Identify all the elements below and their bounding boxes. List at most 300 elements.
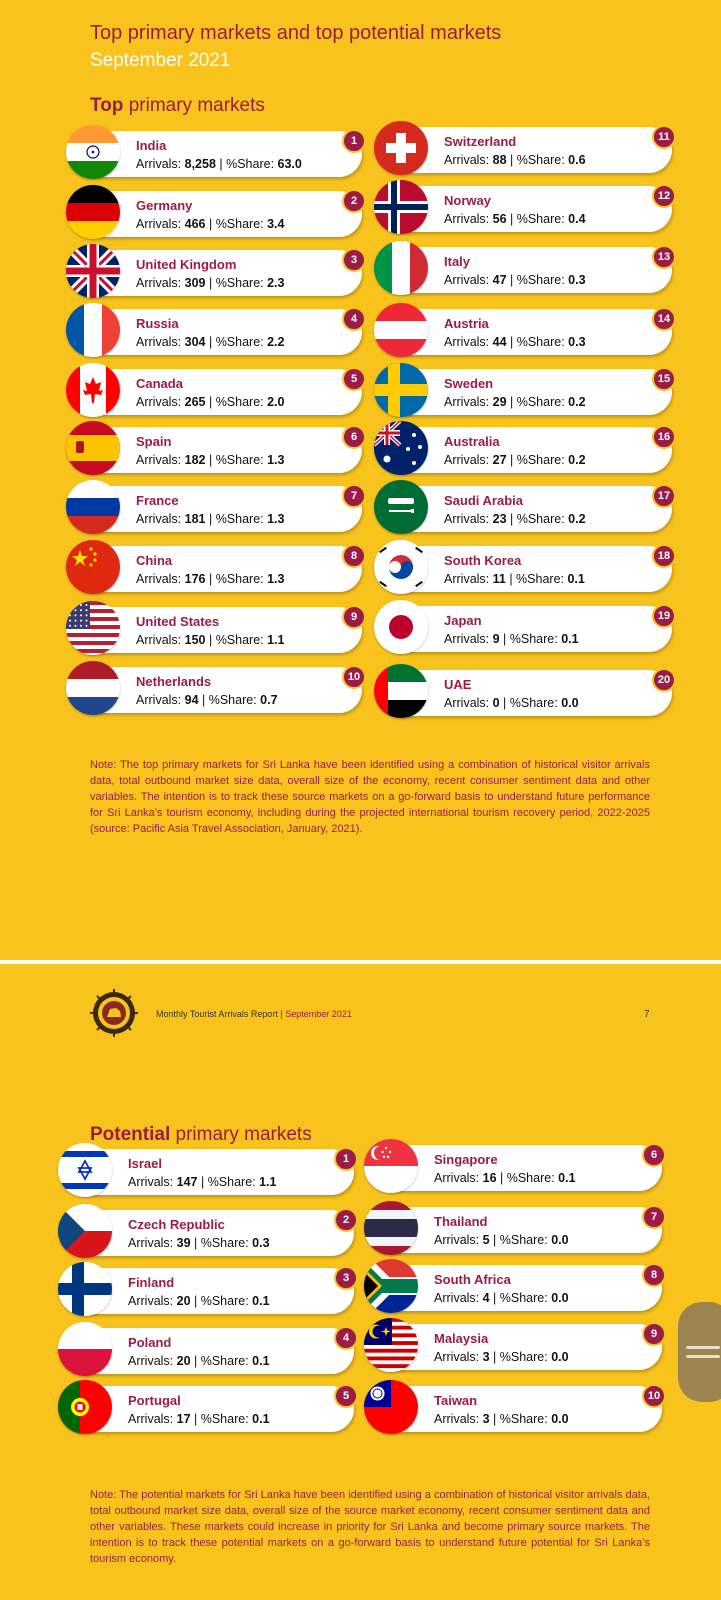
sweden-flag-icon: [374, 363, 428, 417]
country-name: Germany: [136, 198, 193, 213]
potential-card-singapore: [368, 1145, 662, 1191]
country-name: Portugal: [128, 1393, 181, 1408]
country-name: Sweden: [444, 376, 494, 391]
arrivals-value: 47: [492, 273, 507, 287]
arrivals-label: Arrivals:: [444, 512, 493, 526]
top-card-south-korea: [378, 546, 672, 592]
arrivals-share-stats: [444, 453, 586, 467]
austria-flag-icon: [374, 303, 428, 357]
arrivals-share-stats: [136, 572, 285, 586]
share-label: %Share:: [215, 633, 268, 647]
south-africa-flag-icon: [364, 1259, 418, 1313]
singapore-flag-icon: [364, 1139, 418, 1193]
rank-badge: 2: [342, 189, 366, 213]
top-card-switzerland: [378, 127, 672, 173]
rank-badge: 4: [334, 1326, 358, 1350]
top-card-austria: [378, 309, 672, 355]
top-card-saudi-arabia: [378, 486, 672, 532]
potential-card-israel: [62, 1149, 354, 1195]
arrivals-label: Arrivals:: [128, 1412, 177, 1426]
share-value: 63.0: [277, 157, 302, 171]
stats-separator: |: [489, 1291, 500, 1305]
stats-separator: |: [205, 276, 216, 290]
stats-separator: |: [215, 157, 227, 171]
stats-separator: |: [205, 512, 216, 526]
rank-badge: 3: [342, 248, 366, 272]
potential-card-south-africa: [368, 1265, 662, 1311]
rank-badge: 10: [342, 665, 366, 689]
arrivals-value: 29: [492, 395, 507, 409]
share-label: %Share:: [215, 572, 268, 586]
share-value: 2.3: [267, 276, 285, 290]
uk-flag-icon: [66, 244, 120, 298]
potential-markets-heading: [90, 1124, 312, 1146]
rank-badge: 20: [652, 668, 676, 692]
page-title: Top primary markets and top potential markets: [90, 22, 502, 44]
top-markets-note: Note: The top primary markets for Sri Lanka have been identified using a combination of historical visitor arrivals data, total outbound market size data, overall size of the economy, recent consumer sentiment data and other variables. The intention is to track these source markets on a go-forward basis to understand future performance for Sri Lanka’s tourism economy, including during the projected international tourism recovery period, 2022-2025 (source: Pacific Asia Travel Association, January, 2021).: [90, 759, 650, 835]
saudi-arabia-flag-icon: [374, 480, 428, 534]
share-label: %Share:: [499, 1233, 552, 1247]
stats-separator: |: [198, 693, 209, 707]
netherlands-flag-icon: [66, 661, 120, 715]
arrivals-share-stats: [434, 1350, 569, 1364]
stats-separator: |: [190, 1412, 201, 1426]
south-korea-flag-icon: [374, 540, 428, 594]
france-style-flag-icon: [66, 303, 120, 357]
rank-badge: 3: [334, 1266, 358, 1290]
rank-badge: 1: [342, 129, 366, 153]
potential-card-finland: [62, 1268, 354, 1314]
share-label: %Share:: [200, 1354, 253, 1368]
arrivals-value: 17: [176, 1412, 191, 1426]
stats-separator: |: [205, 395, 216, 409]
rank-badge: 10: [642, 1384, 666, 1408]
potential-markets-heading-rest: primary markets: [170, 1124, 312, 1145]
country-name: Czech Republic: [128, 1217, 225, 1232]
stats-separator: |: [506, 453, 517, 467]
potential-card-poland: [62, 1328, 354, 1374]
canada-flag-icon: [66, 363, 120, 417]
share-value: 1.3: [267, 453, 285, 467]
potential-markets-note: Note: The potential markets for Sri Lanka have been identified using a combination of historical visitor arrivals data, total outbound market size data, overall size of the source market economy, recent consumer sentiment data and other variables. These markets could increase in priority for Sri Lanka and become primary source markets. The intention is to track these potential markets on a go-forward basis to understand future potential for Sri Lanka’s tourism economy.: [90, 1489, 650, 1565]
arrivals-value: 309: [184, 276, 206, 290]
share-label: %Share:: [215, 395, 268, 409]
rank-badge: 14: [652, 307, 676, 331]
share-label: %Share:: [200, 1294, 253, 1308]
top-card-united-states: [70, 607, 362, 653]
stats-separator: |: [505, 572, 517, 586]
rank-badge: 4: [342, 307, 366, 331]
arrivals-value: 20: [176, 1294, 191, 1308]
stats-separator: |: [205, 217, 216, 231]
norway-flag-icon: [374, 180, 428, 234]
top-card-italy: [378, 247, 672, 293]
arrivals-share-stats: [434, 1412, 569, 1426]
arrivals-value: 9: [492, 632, 500, 646]
share-label: %Share:: [215, 512, 268, 526]
arrivals-share-stats: [136, 512, 285, 526]
emblem-logo: [90, 989, 138, 1037]
rank-badge: 18: [652, 544, 676, 568]
share-value: 0.1: [567, 572, 585, 586]
rank-badge: 19: [652, 604, 676, 628]
arrivals-label: Arrivals:: [136, 693, 185, 707]
stats-separator: |: [506, 395, 517, 409]
arrivals-share-stats: [434, 1171, 576, 1185]
share-value: 0.2: [568, 453, 586, 467]
page-subtitle: September 2021: [90, 50, 231, 71]
arrivals-value: 3: [482, 1350, 490, 1364]
arrivals-value: 11: [492, 572, 506, 586]
thailand-flag-icon: [364, 1201, 418, 1255]
rank-badge: 8: [342, 544, 366, 568]
arrivals-value: 304: [184, 335, 206, 349]
arrivals-label: Arrivals:: [136, 157, 185, 171]
country-name: United Kingdom: [136, 257, 237, 272]
top-card-sweden: [378, 369, 672, 415]
country-name: Norway: [444, 193, 491, 208]
arrivals-label: Arrivals:: [434, 1291, 483, 1305]
rank-badge: 7: [342, 484, 366, 508]
india-flag-icon: [66, 125, 120, 179]
country-name: South Korea: [444, 553, 522, 568]
share-value: 2.2: [267, 335, 285, 349]
stats-separator: |: [197, 1175, 208, 1189]
share-label: %Share:: [208, 693, 261, 707]
country-name: India: [136, 138, 167, 153]
arrivals-label: Arrivals:: [444, 153, 493, 167]
russia-style-flag-icon: [66, 480, 120, 534]
italy-flag-icon: [374, 241, 428, 295]
share-value: 0.2: [568, 512, 586, 526]
poland-flag-icon: [58, 1322, 112, 1376]
rank-badge: 6: [342, 425, 366, 449]
country-name: Malaysia: [434, 1331, 489, 1346]
share-value: 0.0: [551, 1291, 569, 1305]
country-name: Thailand: [434, 1214, 488, 1229]
stats-separator: |: [489, 1350, 500, 1364]
rank-badge: 5: [342, 367, 366, 391]
share-value: 1.3: [267, 572, 285, 586]
arrivals-share-stats: [444, 153, 586, 167]
share-value: 0.0: [551, 1350, 569, 1364]
germany-flag-icon: [66, 185, 120, 239]
share-value: 0.4: [568, 212, 586, 226]
top-markets-heading-bold: Top: [90, 95, 124, 116]
country-name: Russia: [136, 316, 179, 331]
stats-separator: |: [489, 1233, 500, 1247]
top-card-russia: [70, 309, 362, 355]
share-value: 0.3: [568, 335, 586, 349]
country-name: Netherlands: [136, 674, 212, 689]
arrivals-share-stats: [444, 212, 586, 226]
potential-card-malaysia: [368, 1324, 662, 1370]
arrivals-label: Arrivals:: [444, 453, 493, 467]
share-value: 0.1: [252, 1412, 270, 1426]
country-name: Canada: [136, 376, 183, 391]
stats-separator: |: [506, 212, 517, 226]
share-value: 3.4: [267, 217, 285, 231]
share-label: %Share:: [215, 453, 268, 467]
arrivals-share-stats: [434, 1291, 569, 1305]
arrivals-label: Arrivals:: [444, 273, 493, 287]
china-flag-icon: [66, 540, 120, 594]
share-value: 1.1: [259, 1175, 277, 1189]
share-label: %Share:: [516, 335, 569, 349]
top-card-netherlands: [70, 667, 362, 713]
stats-separator: |: [205, 335, 216, 349]
arrivals-share-stats: [136, 335, 285, 349]
uae-flag-icon: [374, 664, 428, 718]
arrivals-label: Arrivals:: [444, 572, 493, 586]
arrivals-value: 20: [176, 1354, 191, 1368]
scroll-handle-bar-icon: [686, 1346, 720, 1349]
share-label: %Share:: [516, 395, 569, 409]
stats-separator: |: [205, 633, 216, 647]
share-label: %Share:: [215, 276, 268, 290]
arrivals-label: Arrivals:: [128, 1354, 177, 1368]
arrivals-value: 94: [184, 693, 199, 707]
share-label: %Share:: [200, 1412, 253, 1426]
country-name: Finland: [128, 1275, 175, 1290]
top-markets-heading-rest: primary markets: [123, 95, 265, 116]
top-card-uae: [378, 670, 672, 716]
arrivals-value: 4: [482, 1291, 490, 1305]
share-label: %Share:: [516, 273, 569, 287]
rank-badge: 16: [652, 425, 676, 449]
share-label: %Share:: [499, 1412, 552, 1426]
rank-badge: 12: [652, 184, 676, 208]
portugal-flag-icon: [58, 1380, 112, 1434]
share-label: %Share:: [215, 217, 268, 231]
top-card-spain: [70, 427, 362, 473]
top-card-canada: [70, 369, 362, 415]
share-label: %Share:: [516, 212, 569, 226]
australia-flag-icon: [374, 421, 428, 475]
top-card-china: [70, 546, 362, 592]
arrivals-label: Arrivals:: [128, 1236, 177, 1250]
country-name: China: [136, 553, 173, 568]
rank-badge: 15: [652, 367, 676, 391]
taiwan-flag-icon: [364, 1380, 418, 1434]
share-value: 0.1: [252, 1354, 270, 1368]
arrivals-share-stats: [136, 453, 285, 467]
arrivals-share-stats: [444, 696, 579, 710]
arrivals-value: 0: [492, 696, 500, 710]
rank-badge: 9: [642, 1322, 666, 1346]
share-value: 0.3: [568, 273, 586, 287]
arrivals-value: 39: [176, 1236, 191, 1250]
share-label: %Share:: [516, 153, 569, 167]
country-name: South Africa: [434, 1272, 511, 1287]
rank-badge: 6: [642, 1143, 666, 1167]
arrivals-label: Arrivals:: [136, 217, 185, 231]
arrivals-label: Arrivals:: [128, 1294, 177, 1308]
arrivals-share-stats: [444, 512, 586, 526]
share-value: 0.2: [568, 395, 586, 409]
arrivals-label: Arrivals:: [136, 276, 185, 290]
share-value: 0.1: [558, 1171, 576, 1185]
arrivals-share-stats: [444, 572, 585, 586]
arrivals-share-stats: [434, 1233, 569, 1247]
arrivals-label: Arrivals:: [136, 512, 185, 526]
country-name: Australia: [444, 434, 500, 449]
share-value: 2.0: [267, 395, 285, 409]
arrivals-value: 150: [184, 633, 206, 647]
country-name: Poland: [128, 1335, 172, 1350]
share-value: 0.3: [252, 1236, 270, 1250]
arrivals-share-stats: [128, 1412, 270, 1426]
stats-separator: |: [489, 1412, 500, 1426]
arrivals-label: Arrivals:: [444, 212, 493, 226]
arrivals-value: 23: [492, 512, 507, 526]
country-name: Japan: [444, 613, 482, 628]
arrivals-value: 16: [482, 1171, 497, 1185]
rank-badge: 13: [652, 245, 676, 269]
scroll-handle-bar-icon: [686, 1355, 720, 1358]
arrivals-share-stats: [128, 1175, 277, 1189]
arrivals-label: Arrivals:: [444, 395, 493, 409]
rank-badge: 11: [652, 125, 676, 149]
top-card-france: [70, 486, 362, 532]
arrivals-label: Arrivals:: [434, 1233, 483, 1247]
stats-separator: |: [506, 512, 517, 526]
top-card-india: [70, 131, 362, 177]
arrivals-label: Arrivals:: [444, 335, 493, 349]
arrivals-share-stats: [444, 395, 586, 409]
country-name: Switzerland: [444, 134, 517, 149]
share-label: %Share:: [499, 1350, 552, 1364]
arrivals-label: Arrivals:: [128, 1175, 177, 1189]
top-card-norway: [378, 186, 672, 232]
share-label: %Share:: [516, 512, 569, 526]
japan-flag-icon: [374, 600, 428, 654]
arrivals-label: Arrivals:: [434, 1412, 483, 1426]
arrivals-share-stats: [136, 633, 285, 647]
arrivals-value: 147: [176, 1175, 198, 1189]
arrivals-share-stats: [444, 335, 586, 349]
potential-card-taiwan: [368, 1386, 662, 1432]
share-label: %Share:: [506, 1171, 559, 1185]
arrivals-value: 27: [492, 453, 507, 467]
share-label: %Share:: [516, 453, 569, 467]
country-name: United States: [136, 614, 220, 629]
arrivals-label: Arrivals:: [444, 632, 493, 646]
arrivals-value: 56: [492, 212, 507, 226]
share-label: %Share:: [509, 696, 562, 710]
arrivals-value: 176: [184, 572, 206, 586]
page-divider: [0, 960, 721, 964]
arrivals-label: Arrivals:: [434, 1350, 483, 1364]
stats-separator: |: [190, 1294, 201, 1308]
stats-separator: |: [506, 153, 517, 167]
footer-report-month: September 2021: [285, 1009, 352, 1019]
top-card-japan: [378, 606, 672, 652]
arrivals-label: Arrivals:: [136, 395, 185, 409]
arrivals-value: 88: [492, 153, 507, 167]
arrivals-label: Arrivals:: [136, 453, 185, 467]
share-label: %Share:: [215, 335, 268, 349]
israel-flag-icon: [58, 1143, 112, 1197]
arrivals-value: 466: [184, 217, 206, 231]
share-value: 0.0: [551, 1233, 569, 1247]
rank-badge: 17: [652, 484, 676, 508]
rank-badge: 8: [642, 1263, 666, 1287]
share-value: 0.7: [260, 693, 278, 707]
arrivals-share-stats: [136, 217, 285, 231]
stats-separator: |: [190, 1354, 201, 1368]
switzerland-flag-icon: [374, 121, 428, 175]
share-label: %Share:: [226, 157, 278, 171]
potential-card-thailand: [368, 1207, 662, 1253]
country-name: Israel: [128, 1156, 162, 1171]
arrivals-share-stats: [136, 157, 302, 171]
rank-badge: 7: [642, 1205, 666, 1229]
share-label: %Share:: [509, 632, 562, 646]
arrivals-share-stats: [444, 632, 579, 646]
stats-separator: |: [506, 335, 517, 349]
share-value: 0.0: [551, 1412, 569, 1426]
top-markets-heading: [90, 95, 265, 117]
country-name: Singapore: [434, 1152, 498, 1167]
stats-separator: |: [190, 1236, 201, 1250]
potential-markets-heading-bold: Potential: [90, 1124, 171, 1145]
usa-flag-icon: [66, 601, 120, 655]
arrivals-label: Arrivals:: [136, 335, 185, 349]
share-value: 0.1: [561, 632, 579, 646]
country-name: UAE: [444, 677, 472, 692]
arrivals-share-stats: [136, 693, 278, 707]
country-name: France: [136, 493, 179, 508]
share-value: 1.1: [267, 633, 285, 647]
arrivals-value: 265: [184, 395, 206, 409]
arrivals-value: 44: [492, 335, 507, 349]
potential-card-portugal: [62, 1386, 354, 1432]
share-value: 0.1: [252, 1294, 270, 1308]
arrivals-value: 5: [482, 1233, 490, 1247]
country-name: Austria: [444, 316, 489, 331]
scroll-handle[interactable]: [678, 1302, 721, 1402]
rank-badge: 2: [334, 1208, 358, 1232]
arrivals-value: 3: [482, 1412, 490, 1426]
arrivals-label: Arrivals:: [434, 1171, 483, 1185]
arrivals-value: 8,258: [184, 157, 216, 171]
stats-separator: |: [496, 1171, 507, 1185]
arrivals-share-stats: [444, 273, 586, 287]
rank-badge: 9: [342, 605, 366, 629]
potential-card-czech-republic: [62, 1210, 354, 1256]
arrivals-label: Arrivals:: [136, 572, 185, 586]
czech-flag-icon: [58, 1204, 112, 1258]
stats-separator: |: [205, 453, 216, 467]
stats-separator: |: [205, 572, 216, 586]
spain-flag-icon: [66, 421, 120, 475]
stats-separator: |: [506, 273, 517, 287]
top-card-united-kingdom: [70, 250, 362, 296]
country-name: Spain: [136, 434, 172, 449]
top-card-australia: [378, 427, 672, 473]
arrivals-value: 182: [184, 453, 206, 467]
share-value: 0.6: [568, 153, 586, 167]
footer-report-label: Monthly Tourist Arrivals Report |: [156, 1009, 286, 1019]
arrivals-share-stats: [128, 1354, 270, 1368]
arrivals-label: Arrivals:: [136, 633, 185, 647]
arrivals-share-stats: [128, 1236, 270, 1250]
country-name: Saudi Arabia: [444, 493, 523, 508]
rank-badge: 5: [334, 1384, 358, 1408]
footer-report-title: [156, 1009, 352, 1019]
arrivals-share-stats: [136, 276, 285, 290]
